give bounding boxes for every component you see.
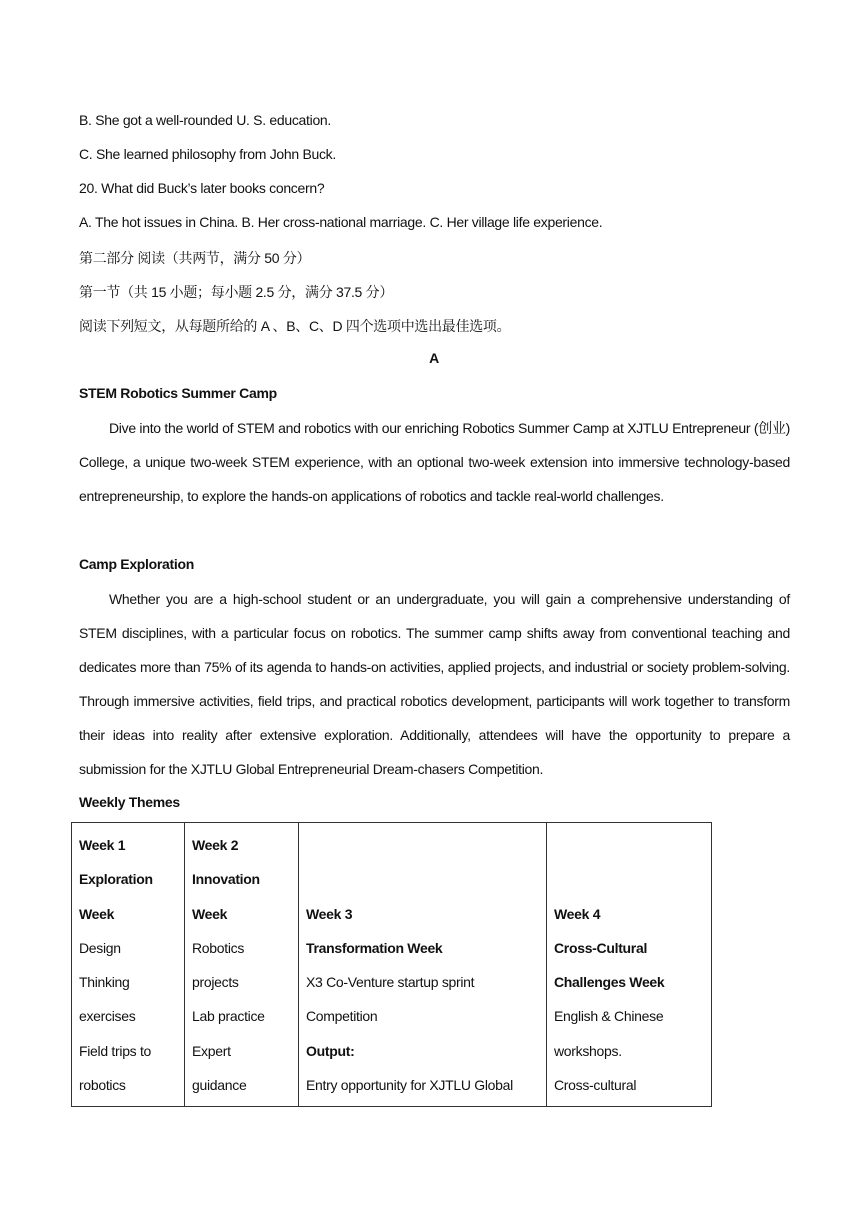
week-1-item: exercises xyxy=(79,1008,136,1025)
week-1-cell xyxy=(72,823,185,1107)
week-1-title-3: Week xyxy=(79,905,115,922)
week-4-cell xyxy=(547,823,712,1107)
subsection-title: 第一节（共 15 小题；每小题 2.5 分，满分 37.5 分） xyxy=(79,284,394,300)
camp-exploration-body: Whether you are a high-school student or an undergraduate, you will gain a comprehensive understanding of STEM disciplines, with a particular focus on robotics. The summer camp shifts away from conventional teaching and dedicates more than 75% of its agenda to hands-on activities, applied projects, and industrial or society problem-solving. Through immersive activities, field trips, and practical robotics development, participants will work together to transform their ideas into reality after extensive exploration. Additionally, attendees will have the opportunity to prepare a submission for the XJTLU Global Entrepreneurial Dream-chasers Competition. xyxy=(79,591,790,777)
option-c-q19: C. She learned philosophy from John Buck. xyxy=(79,146,336,162)
week-3-cell xyxy=(299,823,547,1107)
week-1-item: Thinking xyxy=(79,974,130,991)
week-2-item: guidance xyxy=(192,1077,247,1094)
week-1-item: Design xyxy=(79,939,121,956)
camp-exploration-heading: Camp Exploration xyxy=(79,556,194,572)
question-20-stem: 20. What did Buck’s later books concern? xyxy=(79,180,325,196)
week-2-cell xyxy=(185,823,299,1107)
question-20-options: A. The hot issues in China. B. Her cross-national marriage. C. Her village life experience. xyxy=(79,214,603,230)
week-1-item: Field trips to xyxy=(79,1042,152,1059)
passage-intro: Dive into the world of STEM and robotics with our enriching Robotics Summer Camp at XJTLU Entrepreneur (创业) College, a unique two-week STEM experience, with an optional two-week extension into immersive technology-based entrepreneurship, to explore the hands-on applications of robotics and tackle real-world challenges. xyxy=(79,420,790,504)
weekly-themes-heading: Weekly Themes xyxy=(79,794,180,810)
week-4-title-3: Challenges Week xyxy=(554,974,665,991)
week-2-item: projects xyxy=(192,974,239,991)
week-2-title-1: Week 2 xyxy=(192,837,239,853)
week-4-item: workshops. xyxy=(554,1042,622,1059)
week-2-title-3: Week xyxy=(192,905,228,922)
week-3-title-2: Transformation Week xyxy=(306,939,443,956)
passage-label: A xyxy=(429,350,439,366)
week-2-item: Lab practice xyxy=(192,1008,265,1025)
week-3-output-text: Entry opportunity for XJTLU Global xyxy=(306,1077,513,1094)
week-3-item: X3 Co-Venture startup sprint xyxy=(306,974,475,991)
week-4-title-2: Cross-Cultural xyxy=(554,939,648,956)
weekly-themes-table xyxy=(71,822,712,1107)
week-4-item: English & Chinese xyxy=(554,1008,664,1025)
instructions: 阅读下列短文，从每题所给的 A 、B、C、D 四个选项中选出最佳选项。 xyxy=(79,318,511,334)
passage-title: STEM Robotics Summer Camp xyxy=(79,385,277,401)
week-2-item: Expert xyxy=(192,1042,231,1059)
option-b-q19: B. She got a well-rounded U. S. education. xyxy=(79,112,332,128)
week-1-item: robotics xyxy=(79,1077,126,1094)
week-1-title-2: Exploration xyxy=(79,871,153,888)
week-1-title-1: Week 1 xyxy=(79,837,126,853)
week-2-item: Robotics xyxy=(192,939,245,956)
week-4-item: Cross-cultural xyxy=(554,1077,637,1094)
week-3-output-label: Output: xyxy=(306,1042,355,1059)
part-title: 第二部分 阅读（共两节，满分 50 分） xyxy=(79,250,311,266)
week-3-title-1: Week 3 xyxy=(306,905,353,922)
week-3-item: Competition xyxy=(306,1008,378,1025)
week-2-title-2: Innovation xyxy=(192,871,260,888)
week-4-title-1: Week 4 xyxy=(554,905,601,922)
